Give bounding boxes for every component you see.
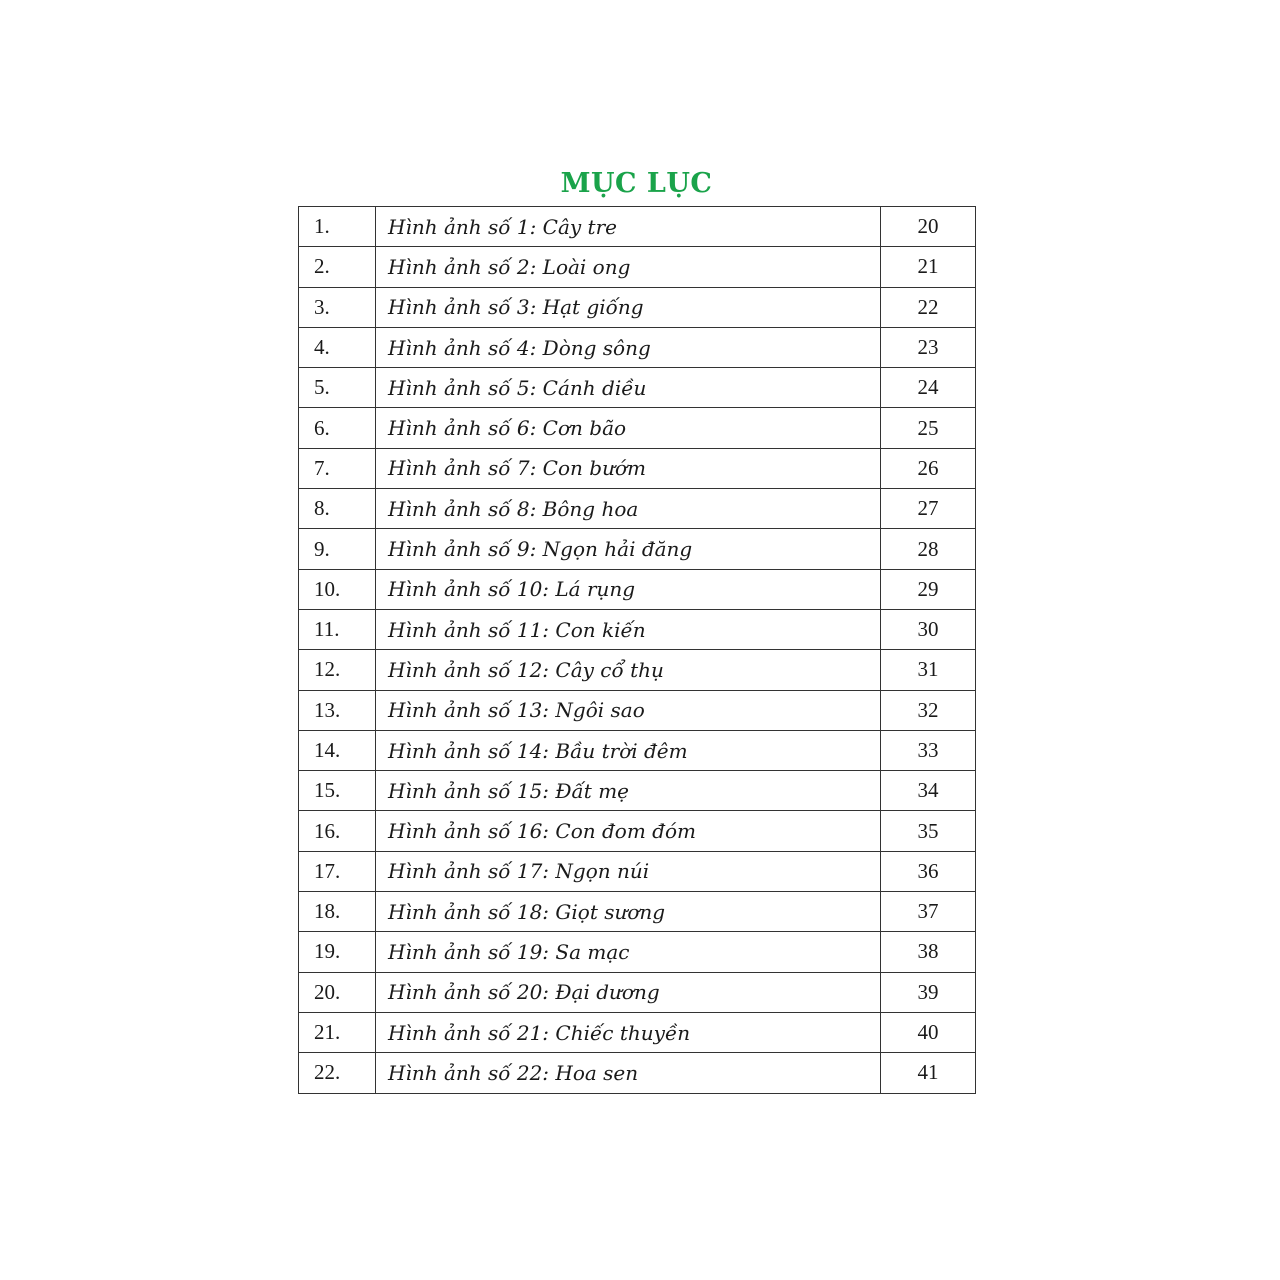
entry-number: 6.	[299, 408, 376, 448]
table-row	[299, 247, 976, 287]
entry-title: Hình ảnh số 5: Cánh diều	[376, 368, 881, 408]
entry-number: 5.	[299, 368, 376, 408]
entry-title: Hình ảnh số 7: Con bướm	[376, 448, 881, 488]
entry-title: Hình ảnh số 17: Ngọn núi	[376, 851, 881, 891]
entry-title: Hình ảnh số 11: Con kiến	[376, 609, 881, 649]
entry-title: Hình ảnh số 12: Cây cổ thụ	[376, 650, 881, 690]
entry-page-number: 32	[881, 690, 976, 730]
table-row	[299, 650, 976, 690]
table-row	[299, 932, 976, 972]
entry-page-number: 36	[881, 851, 976, 891]
table-row	[299, 207, 976, 247]
table-row	[299, 1053, 976, 1093]
entry-page-number: 35	[881, 811, 976, 851]
entry-title: Hình ảnh số 13: Ngôi sao	[376, 690, 881, 730]
table-row	[299, 287, 976, 327]
table-row	[299, 1012, 976, 1052]
entry-title: Hình ảnh số 2: Loài ong	[376, 247, 881, 287]
entry-page-number: 29	[881, 569, 976, 609]
entry-page-number: 26	[881, 448, 976, 488]
entry-number: 11.	[299, 609, 376, 649]
table-row	[299, 408, 976, 448]
entry-number: 19.	[299, 932, 376, 972]
table-row	[299, 569, 976, 609]
entry-page-number: 27	[881, 489, 976, 529]
table-row	[299, 851, 976, 891]
entry-title: Hình ảnh số 10: Lá rụng	[376, 569, 881, 609]
entry-page-number: 40	[881, 1012, 976, 1052]
entry-number: 18.	[299, 892, 376, 932]
page-title: MỤC LỤC	[560, 168, 713, 199]
entry-number: 17.	[299, 851, 376, 891]
table-row	[299, 892, 976, 932]
entry-page-number: 37	[881, 892, 976, 932]
entry-number: 2.	[299, 247, 376, 287]
entry-page-number: 38	[881, 932, 976, 972]
entry-number: 8.	[299, 489, 376, 529]
entry-title: Hình ảnh số 18: Giọt sương	[376, 892, 881, 932]
entry-number: 21.	[299, 1012, 376, 1052]
entry-page-number: 21	[881, 247, 976, 287]
entry-page-number: 25	[881, 408, 976, 448]
table-row	[299, 690, 976, 730]
entry-number: 14.	[299, 730, 376, 770]
entry-page-number: 34	[881, 771, 976, 811]
table-row	[299, 448, 976, 488]
entry-number: 1.	[299, 207, 376, 247]
entry-title: Hình ảnh số 21: Chiếc thuyền	[376, 1012, 881, 1052]
entry-title: Hình ảnh số 3: Hạt giống	[376, 287, 881, 327]
table-row	[299, 529, 976, 569]
entry-title: Hình ảnh số 19: Sa mạc	[376, 932, 881, 972]
entry-title: Hình ảnh số 15: Đất mẹ	[376, 771, 881, 811]
entry-title: Hình ảnh số 6: Cơn bão	[376, 408, 881, 448]
toc-body	[299, 207, 976, 1094]
entry-number: 10.	[299, 569, 376, 609]
entry-page-number: 41	[881, 1053, 976, 1093]
entry-title: Hình ảnh số 14: Bầu trời đêm	[376, 730, 881, 770]
entry-number: 9.	[299, 529, 376, 569]
entry-number: 16.	[299, 811, 376, 851]
entry-title: Hình ảnh số 20: Đại dương	[376, 972, 881, 1012]
entry-title: Hình ảnh số 9: Ngọn hải đăng	[376, 529, 881, 569]
table-row	[299, 972, 976, 1012]
table-row	[299, 730, 976, 770]
entry-page-number: 23	[881, 327, 976, 367]
table-row	[299, 609, 976, 649]
entry-page-number: 30	[881, 609, 976, 649]
table-row	[299, 771, 976, 811]
entry-page-number: 39	[881, 972, 976, 1012]
entry-number: 7.	[299, 448, 376, 488]
table-of-contents	[298, 206, 976, 1094]
entry-number: 3.	[299, 287, 376, 327]
entry-page-number: 24	[881, 368, 976, 408]
entry-title: Hình ảnh số 1: Cây tre	[376, 207, 881, 247]
entry-number: 22.	[299, 1053, 376, 1093]
entry-page-number: 31	[881, 650, 976, 690]
entry-page-number: 33	[881, 730, 976, 770]
table-row	[299, 368, 976, 408]
entry-title: Hình ảnh số 22: Hoa sen	[376, 1053, 881, 1093]
table-row	[299, 489, 976, 529]
entry-page-number: 20	[881, 207, 976, 247]
entry-title: Hình ảnh số 16: Con đom đóm	[376, 811, 881, 851]
entry-title: Hình ảnh số 8: Bông hoa	[376, 489, 881, 529]
entry-number: 12.	[299, 650, 376, 690]
table-row	[299, 327, 976, 367]
entry-page-number: 22	[881, 287, 976, 327]
entry-page-number: 28	[881, 529, 976, 569]
entry-number: 20.	[299, 972, 376, 1012]
entry-number: 15.	[299, 771, 376, 811]
table-row	[299, 811, 976, 851]
entry-title: Hình ảnh số 4: Dòng sông	[376, 327, 881, 367]
entry-number: 4.	[299, 327, 376, 367]
entry-number: 13.	[299, 690, 376, 730]
